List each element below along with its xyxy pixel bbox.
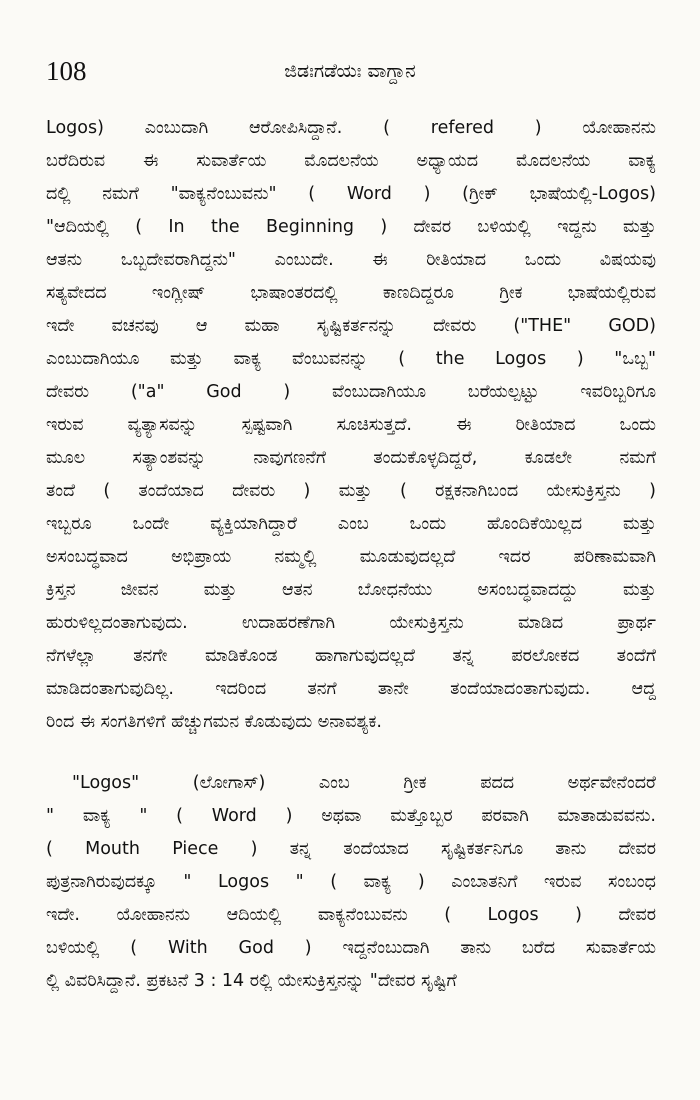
text-line: ರಿಂದ ಈ ಸಂಗತಿಗಳಿಗೆ ಹೆಚ್ಚುಗಮನ ಕೊಡುವುದು ಅನಾವಶ್ಯಕ. [46, 712, 382, 732]
text-line: ತಂದೆ ( ತಂದೆಯಾದ ದೇವರು ) ಮತ್ತು ( ರಕ್ಷಕನಾಗಿಬಂದ ಯೇಸುಕ್ರಿಸ್ತನು ) [46, 481, 656, 501]
text-line: ಇಬ್ಬರೂ ಒಂದೇ ವ್ಯಕ್ತಿಯಾಗಿದ್ದಾರೆ ಎಂಬ ಒಂದು ಹೊಂದಿಕೆಯಿಲ್ಲದ ಮತ್ತು [46, 514, 656, 534]
paragraph-gap [46, 739, 656, 767]
paragraph-1 [46, 112, 656, 739]
text-line: ಇದೇ. ಯೋಹಾನನು ಆದಿಯಲ್ಲಿ ವಾಕ್ಯನೆಂಬುವನು ( Logos ) ದೇವರ [46, 905, 656, 925]
text-line: ದೇವರು ("a" God ) ವೆಂಬುದಾಗಿಯೂ ಬರೆಯಲ್ಪಟ್ಟು ಇವರಿಬ್ಬರಿಗೂ [46, 382, 656, 402]
text-line: "ಆದಿಯಲ್ಲಿ ( In the Beginning ) ದೇವರ ಬಳಿಯಲ್ಲಿ ಇದ್ದನು ಮತ್ತು [46, 217, 656, 237]
text-line: ನೆಗಳೆಲ್ಲಾ ತನಗೇ ಮಾಡಿಕೊಂಡ ಹಾಗಾಗುವುದಲ್ಲದೆ ತನ್ನ ಪರಲೋಕದ ತಂದೆಗೆ [46, 646, 656, 666]
text-line: ಬಳಿಯಲ್ಲಿ ( With God ) ಇದ್ದನೆಂಬುದಾಗಿ ತಾನು ಬರೆದ ಸುವಾರ್ತೆಯ [46, 938, 656, 958]
text-line: ಲ್ಲಿ ವಿವರಿಸಿದ್ದಾನೆ. ಪ್ರಕಟನೆ 3 : 14 ರಲ್ಲಿ ಯೇಸುಕ್ರಿಸ್ತನನ್ನು "ದೇವರ ಸೃಷ್ಟಿಗೆ [46, 971, 457, 991]
body-text [46, 112, 656, 998]
page-header [46, 56, 654, 96]
text-line: ಆತನು ಒಬ್ಬದೇವರಾಗಿದ್ದನು" ಎಂಬುದೇ. ಈ ರೀತಿಯಾದ ಒಂದು ವಿಷಯವು [46, 250, 656, 270]
text-line: ಎಂಬುದಾಗಿಯೂ ಮತ್ತು ವಾಕ್ಯ ವೆಂಬುವನನ್ನು ( the Logos ) "ಒಬ್ಬ" [46, 349, 656, 369]
text-line: ದಲ್ಲಿ ನಮಗೆ "ವಾಕ್ಯನೆಂಬುವನು" ( Word ) (ಗ್ರೀಕ್ ಭಾಷೆಯಲ್ಲಿ-Logos) [46, 184, 656, 204]
text-line: ಹುರುಳಿಲ್ಲದಂತಾಗುವುದು. ಉದಾಹರಣೆಗಾಗಿ ಯೇಸುಕ್ರಿಸ್ತನು ಮಾಡಿದ ಪ್ರಾರ್ಥ [46, 613, 656, 633]
text-line: " ವಾಕ್ಯ " ( Word ) ಅಥವಾ ಮತ್ತೊಬ್ಬರ ಪರವಾಗಿ ಮಾತಾಡುವವನು. [46, 806, 656, 826]
text-line: ಇರುವ ವ್ಯತ್ಯಾಸವನ್ನು ಸ್ಪಷ್ಟವಾಗಿ ಸೂಚಿಸುತ್ತದೆ. ಈ ರೀತಿಯಾದ ಒಂದು [46, 415, 656, 435]
text-line: ಸತ್ಯವೇದದ ಇಂಗ್ಲೀಷ್ ಭಾಷಾಂತರದಲ್ಲಿ ಕಾಣದಿದ್ದರೂ ಗ್ರೀಕ ಭಾಷೆಯಲ್ಲಿರುವ [46, 283, 656, 303]
text-line: ಪುತ್ರನಾಗಿರುವುದಕ್ಕೂ " Logos " ( ವಾಕ್ಯ ) ಎಂಬಾತನಿಗೆ ಇರುವ ಸಂಬಂಧ [46, 872, 656, 892]
paragraph-2 [46, 767, 656, 998]
running-title: ಜಿಡಃಗಡೆಯಃ ವಾಗ್ದಾನ [284, 60, 416, 82]
text-line: ( Mouth Piece ) ತನ್ನ ತಂದೆಯಾದ ಸೃಷ್ಟಿಕರ್ತನಿಗೂ ತಾನು ದೇವರ [46, 839, 656, 859]
text-line: ಕ್ರಿಸ್ತನ ಜೀವನ ಮತ್ತು ಆತನ ಬೋಧನೆಯು ಅಸಂಬದ್ಧವಾದದ್ದು ಮತ್ತು [46, 580, 656, 600]
text-line: ಇದೇ ವಚನವು ಆ ಮಹಾ ಸೃಷ್ಟಿಕರ್ತನನ್ನು ದೇವರು ("THE" GOD) [46, 316, 656, 336]
text-line: ಮಾಡಿದಂತಾಗುವುದಿಲ್ಲ. ಇದರಿಂದ ತನಗೆ ತಾನೇ ತಂದೆಯಾದಂತಾಗುವುದು. ಆದ್ದ [46, 679, 656, 699]
text-line: Logos) ಎಂಬುದಾಗಿ ಆರೋಪಿಸಿದ್ದಾನೆ. ( refered ) ಯೋಹಾನನು [46, 118, 656, 138]
text-line: "Logos" (ಲೋಗಾಸ್) ಎಂಬ ಗ್ರೀಕ ಪದದ ಅರ್ಥವೇನೆಂದರೆ [72, 773, 656, 793]
text-line: ಅಸಂಬದ್ಧವಾದ ಅಭಿಪ್ರಾಯ ನಮ್ಮಲ್ಲಿ ಮೂಡುವುದಲ್ಲದೆ ಇದರ ಪರಿಣಾಮವಾಗಿ [46, 547, 656, 567]
text-line: ಮೂಲ ಸತ್ಯಾಂಶವನ್ನು ನಾವುಗಣನೆಗೆ ತಂದುಕೊಳ್ಳದಿದ್ದರೆ, ಕೂಡಲೇ ನಮಗೆ [46, 448, 656, 468]
page-number: 108 [46, 56, 87, 86]
text-line: ಬರೆದಿರುವ ಈ ಸುವಾರ್ತೆಯ ಮೊದಲನೆಯ ಅಧ್ಯಾಯದ ಮೊದಲನೆಯ ವಾಕ್ಯ [46, 151, 656, 171]
